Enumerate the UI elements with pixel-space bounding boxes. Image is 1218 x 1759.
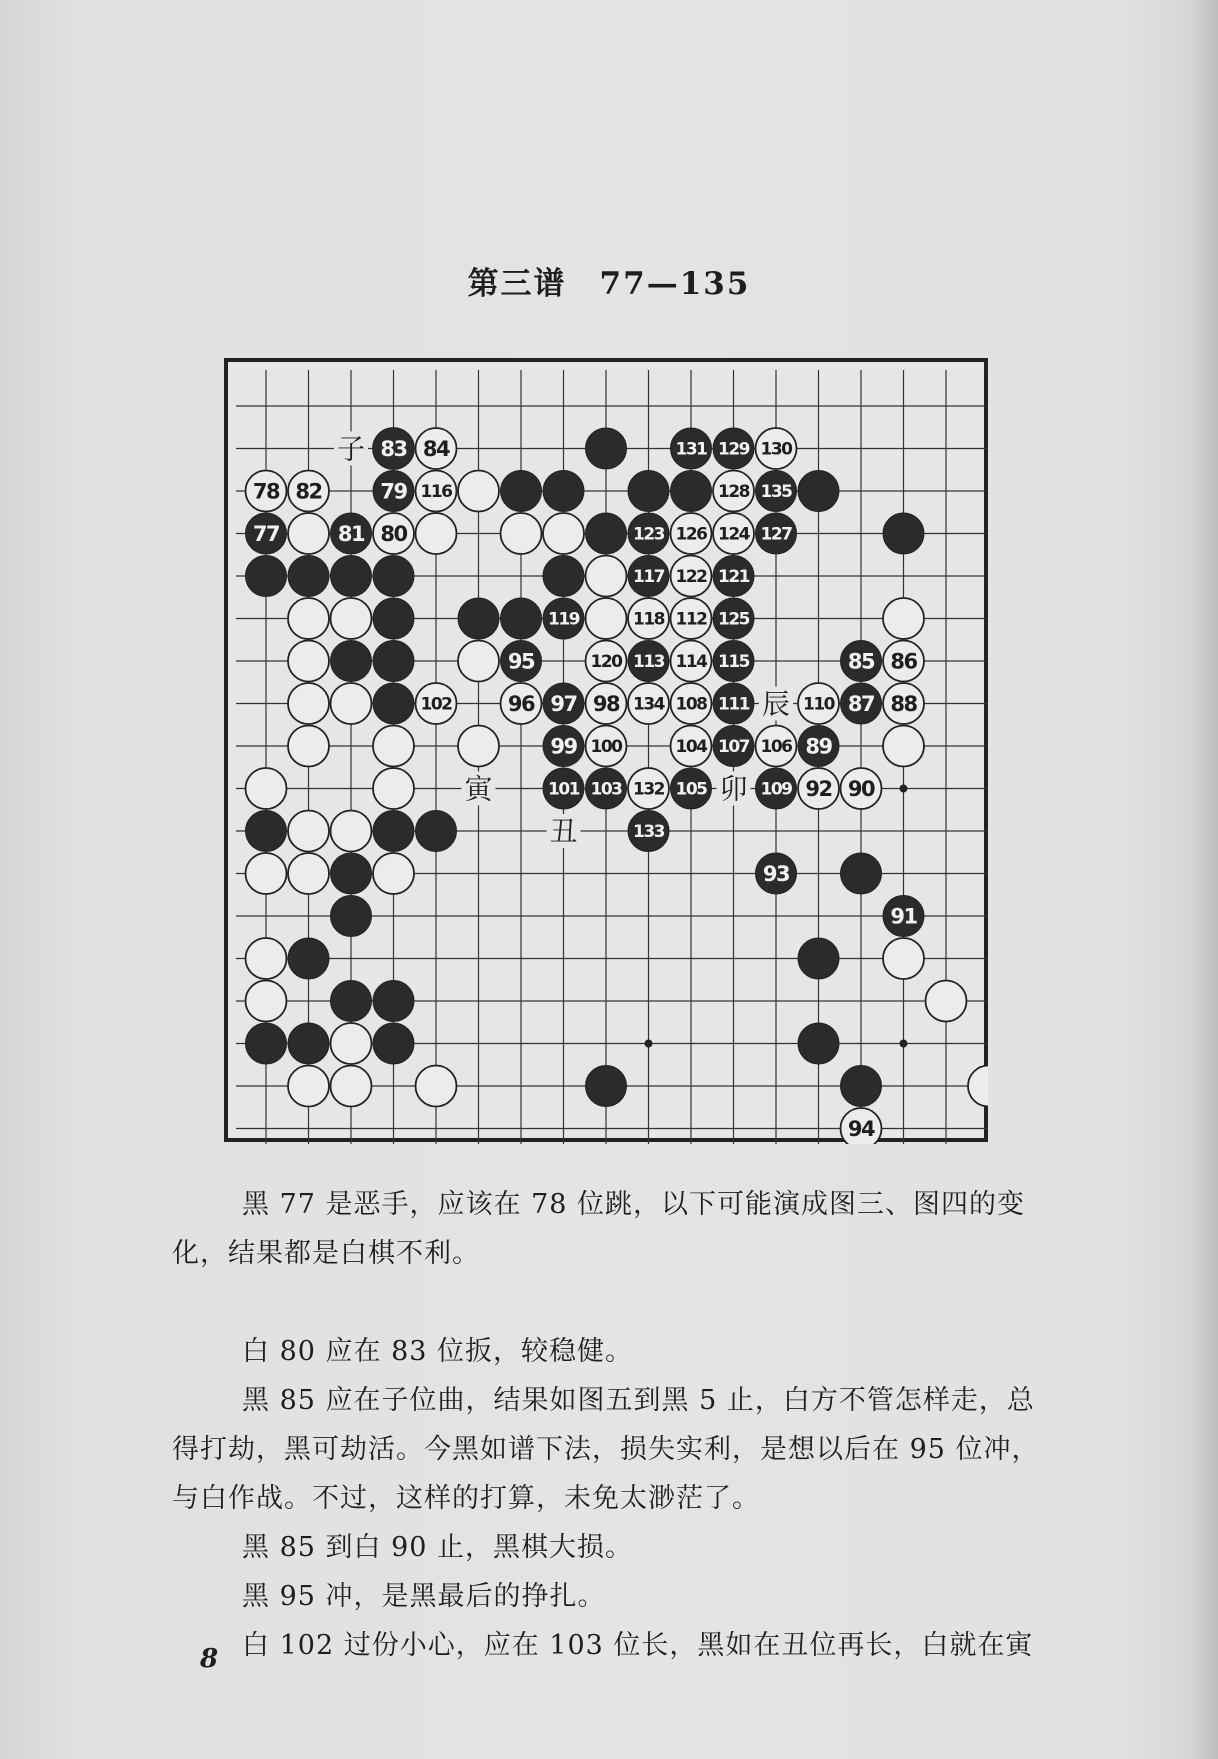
move-number: 134 [633, 694, 664, 715]
position-marker: 丑 [549, 815, 578, 848]
white-stone [331, 811, 372, 852]
move-number: 80 [380, 522, 407, 547]
move-number: 78 [252, 479, 280, 504]
white-stone [458, 726, 499, 767]
position-marker: 寅 [464, 772, 493, 806]
move-number: 127 [760, 524, 792, 545]
move-number: 106 [760, 737, 792, 758]
go-board [224, 358, 988, 1144]
move-number: 117 [633, 567, 664, 588]
move-number: 110 [803, 694, 834, 715]
move-number: 112 [675, 609, 707, 630]
white-stone [288, 853, 329, 894]
move-number: 118 [633, 609, 664, 630]
move-number: 119 [548, 609, 579, 630]
black-stone [373, 683, 414, 724]
move-number: 95 [507, 649, 535, 674]
move-number: 107 [718, 737, 749, 758]
move-number: 90 [847, 777, 875, 802]
star-point [645, 1040, 653, 1048]
paragraph-1: 黑 77 是恶手，应该在 78 位跳，以下可能演成图三、图四的变化，结果都是白棋不利。 [172, 1189, 1026, 1269]
black-stone [373, 598, 414, 639]
black-stone [246, 1023, 287, 1064]
black-stone [331, 981, 372, 1022]
star-point [900, 785, 908, 793]
move-number: 84 [422, 437, 450, 462]
black-stone [373, 556, 414, 597]
white-stone [246, 938, 287, 979]
move-number: 89 [805, 734, 832, 759]
move-number: 115 [718, 652, 749, 673]
white-stone [883, 726, 924, 767]
position-marker: 子 [336, 432, 366, 466]
black-stone [246, 811, 287, 852]
move-number: 91 [890, 904, 917, 929]
black-stone [628, 471, 669, 512]
move-number: 82 [295, 479, 322, 504]
move-number: 87 [847, 692, 875, 717]
move-number: 133 [633, 822, 664, 843]
move-number: 88 [890, 692, 917, 717]
move-number: 97 [550, 692, 577, 717]
black-stone [586, 1066, 627, 1107]
black-stone [373, 811, 414, 852]
move-number: 93 [762, 862, 790, 887]
black-stone [543, 471, 584, 512]
black-stone [798, 1023, 839, 1064]
move-number: 85 [847, 649, 875, 674]
move-number: 113 [633, 652, 664, 673]
white-stone [501, 513, 542, 554]
paragraph-4: 黑 85 到白 90 止，黑棋大损。 [242, 1532, 634, 1563]
white-stone [246, 768, 287, 809]
white-stone [458, 471, 499, 512]
move-number: 86 [890, 649, 917, 674]
black-stone [671, 471, 712, 512]
move-number: 100 [590, 737, 622, 758]
white-stone [883, 598, 924, 639]
position-marker: 辰 [761, 687, 791, 721]
move-number: 105 [675, 779, 707, 800]
white-stone [288, 641, 329, 682]
black-stone [586, 428, 627, 469]
black-stone [841, 1066, 882, 1107]
black-stone [246, 556, 287, 597]
move-number: 101 [548, 779, 579, 800]
move-number: 126 [675, 524, 707, 545]
move-number: 128 [718, 482, 749, 503]
move-number: 103 [590, 779, 622, 800]
move-number: 109 [760, 779, 792, 800]
move-number: 81 [337, 522, 365, 547]
move-number: 121 [718, 567, 749, 588]
black-stone [883, 513, 924, 554]
black-stone [798, 471, 839, 512]
white-stone [373, 853, 414, 894]
white-stone [373, 726, 414, 767]
paragraph-6: 白 102 过份小心，应在 103 位长，黑如在丑位再长，白就在寅 [242, 1630, 1034, 1661]
black-stone [373, 981, 414, 1022]
black-stone [501, 471, 542, 512]
white-stone [288, 598, 329, 639]
white-stone [246, 853, 287, 894]
diagram-title: 第三谱 77—135 [467, 266, 751, 302]
white-stone [288, 683, 329, 724]
white-stone [416, 1066, 457, 1107]
black-stone [416, 811, 457, 852]
white-stone [458, 641, 499, 682]
black-stone [586, 513, 627, 554]
black-stone [543, 556, 584, 597]
black-stone [331, 641, 372, 682]
move-number: 124 [718, 524, 749, 545]
black-stone [373, 641, 414, 682]
star-point [900, 1040, 908, 1048]
white-stone [331, 683, 372, 724]
white-stone [331, 598, 372, 639]
move-number: 131 [675, 439, 707, 460]
move-number: 92 [805, 777, 832, 802]
move-number: 99 [550, 734, 577, 759]
black-stone [331, 896, 372, 937]
white-stone [331, 1066, 372, 1107]
paragraph-2: 白 80 应在 83 位扳，较稳健。 [242, 1336, 634, 1367]
move-number: 98 [592, 692, 620, 717]
black-stone [458, 598, 499, 639]
white-stone [246, 981, 287, 1022]
white-stone [926, 981, 967, 1022]
white-stone [883, 938, 924, 979]
black-stone [288, 556, 329, 597]
black-stone [841, 853, 882, 894]
black-stone [331, 853, 372, 894]
move-number: 111 [718, 694, 749, 715]
white-stone [288, 513, 329, 554]
white-stone [586, 598, 627, 639]
black-stone [373, 1023, 414, 1064]
black-stone [288, 1023, 329, 1064]
move-number: 77 [252, 522, 280, 547]
black-stone [798, 938, 839, 979]
move-number: 122 [675, 567, 707, 588]
black-stone [501, 598, 542, 639]
white-stone [543, 513, 584, 554]
white-stone [288, 726, 329, 767]
black-stone [331, 556, 372, 597]
white-stone [288, 811, 329, 852]
move-number: 96 [507, 692, 535, 717]
move-number: 94 [847, 1117, 875, 1142]
black-stone [288, 938, 329, 979]
move-number: 79 [380, 479, 407, 504]
move-number: 114 [675, 652, 707, 673]
go-board-figure [224, 358, 988, 1144]
position-marker: 卯 [719, 772, 748, 806]
white-stone [331, 1023, 372, 1064]
move-number: 130 [760, 439, 792, 460]
move-number: 123 [633, 524, 664, 545]
move-number: 135 [760, 482, 792, 503]
paragraph-3: 黑 85 应在子位曲，结果如图五到黑 5 止，白方不管怎样走，总得打劫，黑可劫活。今黑如谱下法，损失实利，是想以后在 95 位冲，与白作战。不过，这样的打算，未免太渺茫了。 [172, 1385, 1040, 1514]
move-number: 102 [420, 694, 452, 715]
white-stone [373, 768, 414, 809]
move-number: 116 [420, 482, 452, 503]
move-number: 104 [675, 737, 707, 758]
move-number: 108 [675, 694, 707, 715]
move-number: 125 [718, 609, 749, 630]
white-stone [416, 513, 457, 554]
white-stone [586, 556, 627, 597]
move-number: 120 [590, 652, 622, 673]
move-number: 129 [718, 439, 749, 460]
move-number: 132 [633, 779, 664, 800]
paragraph-5: 黑 95 冲，是黑最后的挣扎。 [242, 1581, 606, 1612]
white-stone [288, 1066, 329, 1107]
move-number: 83 [380, 437, 407, 462]
page-number: 8 [200, 1644, 219, 1674]
